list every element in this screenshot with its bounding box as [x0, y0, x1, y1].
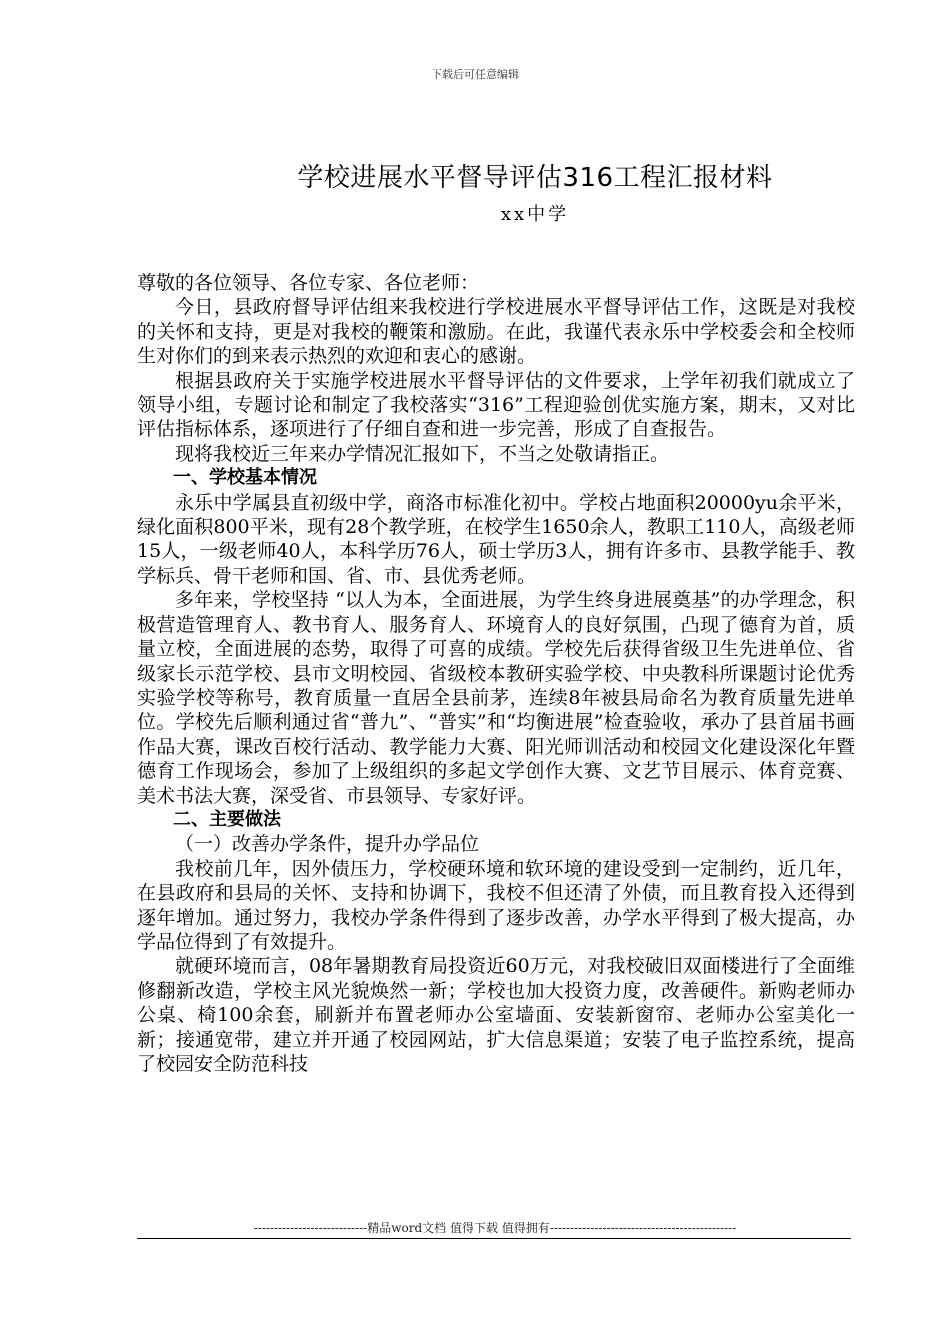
paragraph-intro: 现将我校近三年来办学情况汇报如下，不当之处敬请指正。 [175, 442, 670, 465]
paragraph-welcome: 今日，县政府督导评估组来我校进行学校进展水平督导评估工作，这既是对我校的关怀和支持，更是对我校的鞭策和激励。在此，我谨代表永乐中学校委会和全校师生对你们的到来表示热烈的欢迎和衷心的感谢。 [137, 296, 855, 368]
header-note: 下载后可任意编辑 [431, 68, 519, 81]
subsection-heading-conditions: （一）改善办学条件，提升办学品位 [175, 833, 480, 856]
paragraph-conditions: 我校前几年，因外债压力，学校硬环境和软环境的建设受到一定制约，近几年，在县政府和县局的关怀、支持和协调下，我校不但还清了外债，而且教育投入还得到逐年增加。通过努力，我校办学条件得到了逐步改善，办学水平得到了极大提高，办学品位得到了有效提升。 [137, 857, 855, 953]
document-body [137, 271, 855, 1076]
document-title: 学校进展水平督导评估316工程汇报材料 [297, 163, 773, 193]
paragraph-school-info: 永乐中学属县直初级中学，商洛市标准化初中。学校占地面积20000yu余平米，绿化面积800平米，现有28个教学班，在校学生1650余人，教职工110人，高级老师15人，一级老师40人，本科学历76人，硕士学历3人，拥有许多市、县教学能手、教学标兵、骨干老师和国、省、市、县优秀老师。 [137, 491, 855, 587]
section-heading-basic-info: 一、学校基本情况 [173, 467, 317, 489]
paragraph-background: 根据县政府关于实施学校进展水平督导评估的文件要求，上学年初我们就成立了领导小组，专题讨论和制定了我校落实“316”工程迎验创优实施方案，期末，又对比评估指标体系，逐项进行了仔细自查和进一步完善，形成了自查报告。 [137, 369, 855, 441]
footer-divider [137, 1238, 851, 1239]
section-heading-main-practices: 二、主要做法 [173, 808, 281, 830]
salutation: 尊敬的各位领导、各位专家、各位老师： [137, 272, 480, 294]
document-subtitle: xx中学 [500, 204, 570, 225]
paragraph-achievements: 多年来，学校坚持 “以人为本，全面进展，为学生终身进展奠基”的办学理念，积极营造管理育人、教书育人、服务育人、环境育人的良好氛围，凸现了德育为首，质量立校，全面进展的态势，取得了可喜的成绩。学校先后获得省级卫生先进单位、省级家长示范学校、县市文明校园、省级校本教研实验学校、中央教科所课题讨论优秀实验学校等称号，教育质量一直居全县前茅，连续8年被县局命名为教育质量先进单位。学校先后顺利通过省“普九”、“普实”和“均衡进展”检查验收，承办了县首届书画作品大赛，课改百校行活动、教学能力大赛、阳光师训活动和校园文化建设深化年暨德育工作现场会，参加了上级组织的多起文学创作大赛、文艺节目展示、体育竞赛、美术书法大赛，深受省、市县领导、专家好评。 [137, 589, 855, 807]
paragraph-hardware: 就硬环境而言，08年暑期教育局投资近60万元，对我校破旧双面楼进行了全面维修翻新改造，学校主风光貌焕然一新；学校也加大投资力度，改善硬件。新购老师办公桌、椅100余套，刷新并布置老师办公室墙面、安装新窗帘、老师办公室美化一新；接通宽带，建立并开通了校园网站，扩大信息渠道；安装了电子监控系统，提高了校园安全防范科技 [137, 955, 855, 1075]
footer-note: ----------------------------精品word文档 值得下载 值得拥有---------------------------------------------- [253, 1221, 737, 1235]
